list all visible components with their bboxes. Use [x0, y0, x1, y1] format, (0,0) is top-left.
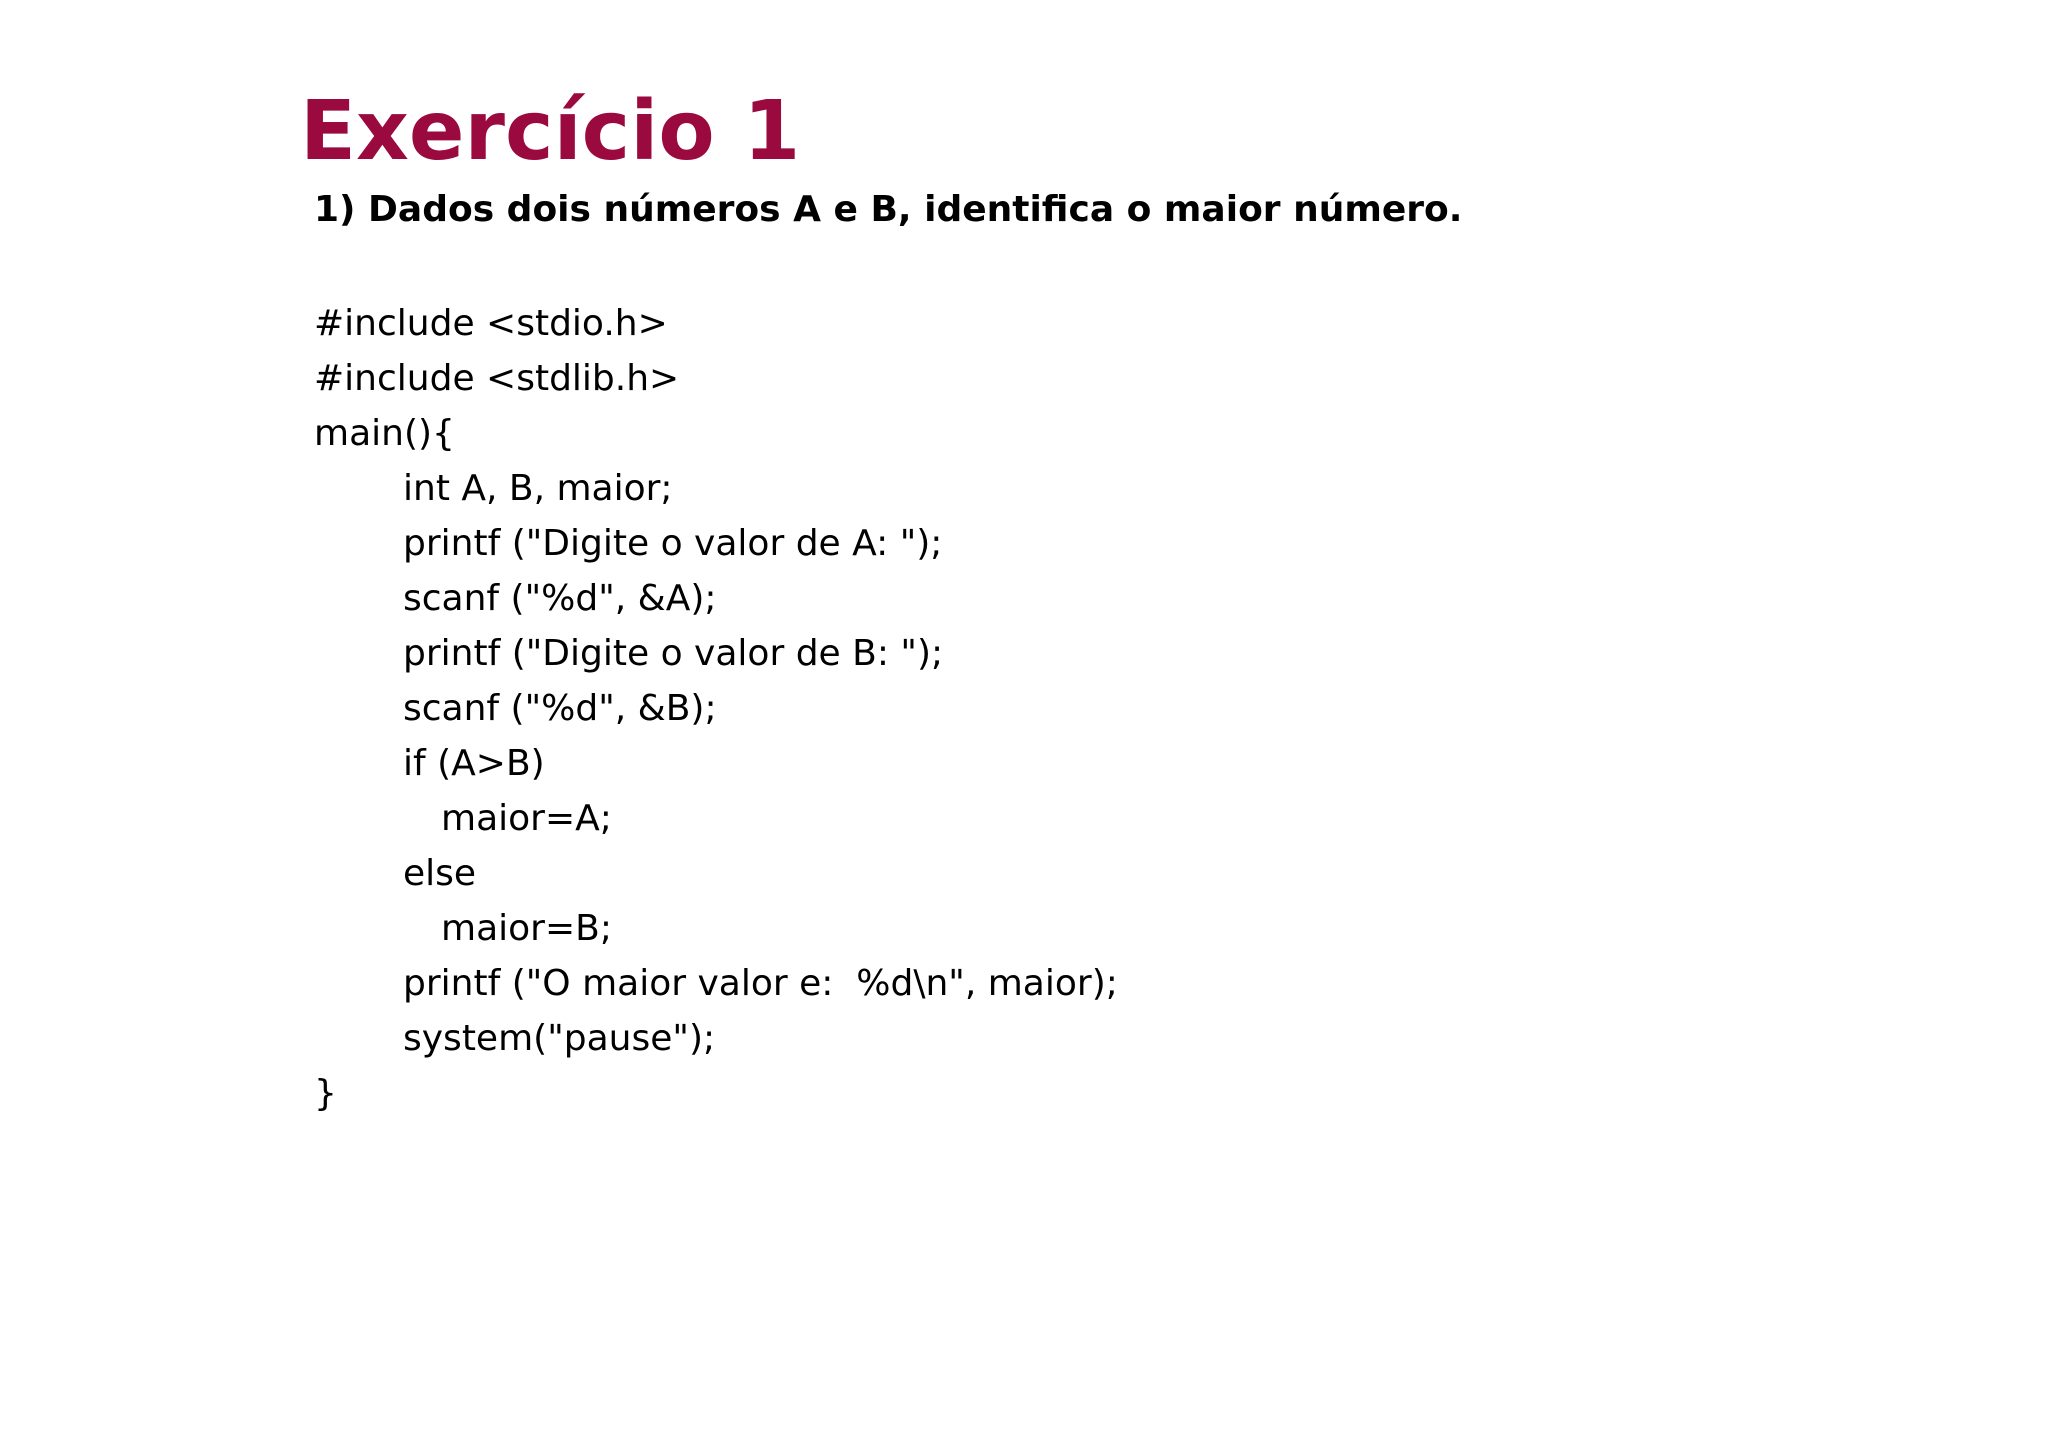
code-line: scanf ("%d", &B);	[403, 688, 717, 729]
code-line: #include <stdlib.h>	[314, 358, 680, 399]
code-block	[314, 296, 1118, 1121]
code-line: main(){	[314, 413, 455, 454]
code-line: #include <stdio.h>	[314, 303, 668, 344]
code-line: printf ("Digite o valor de A: ");	[403, 523, 943, 564]
exercise-statement: 1) Dados dois números A e B, identifica o maior número.	[314, 189, 1463, 230]
slide-title: Exercício 1	[300, 84, 801, 179]
code-line: printf ("Digite o valor de B: ");	[403, 633, 944, 674]
code-line: maior=A;	[441, 798, 612, 839]
code-line: scanf ("%d", &A);	[403, 578, 717, 619]
code-line: if (A>B)	[403, 743, 545, 784]
code-line: maior=B;	[441, 908, 612, 949]
code-line: }	[314, 1073, 337, 1114]
code-line: else	[403, 853, 477, 894]
code-line: printf ("O maior valor e: %d\n", maior);	[403, 963, 1118, 1004]
code-line: int A, B, maior;	[403, 468, 673, 509]
code-line: system("pause");	[403, 1018, 716, 1059]
